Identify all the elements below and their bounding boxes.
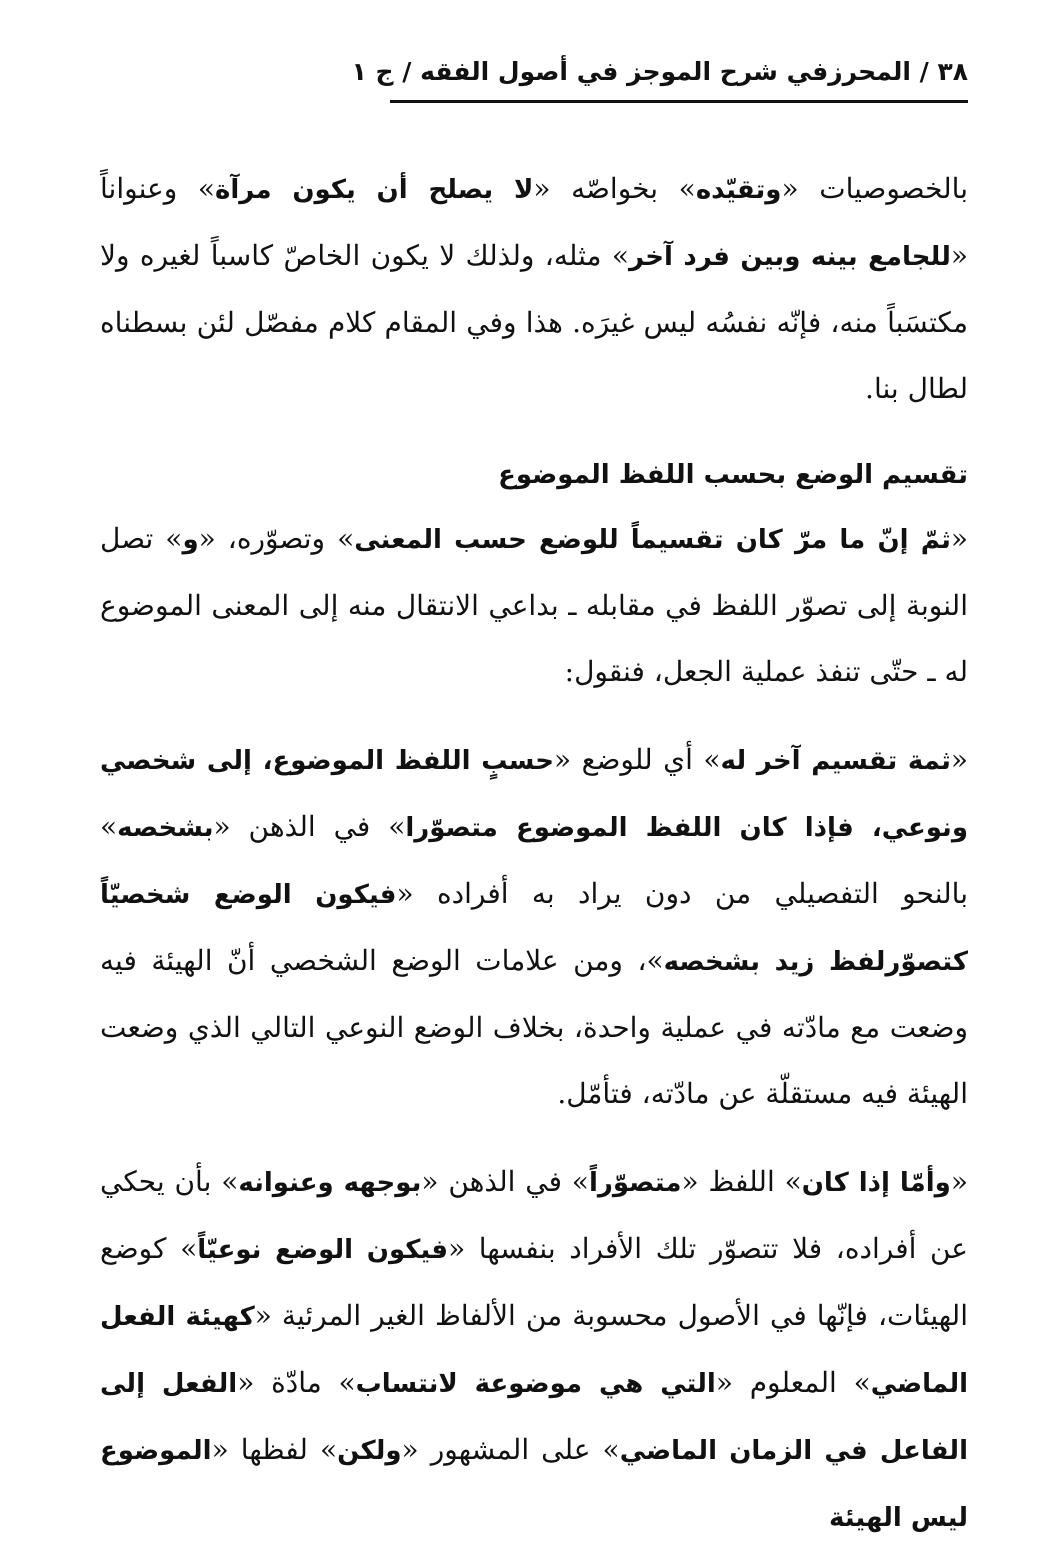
text-segment: » في الذهن « bbox=[213, 810, 406, 843]
text-segment: » تصل النوبة إلى تصوّر اللفظ في مقابله ـ بداعي الانتقال منه إلى المعنى الموضوع له ـ حتّى تنفذ عملية الجعل، فنقول: bbox=[100, 522, 968, 688]
bold-quoted-text: بشخصه bbox=[117, 813, 214, 843]
bold-quoted-text: الموضوع ليس الهيئة bbox=[100, 1436, 968, 1533]
text-segment: « bbox=[950, 743, 969, 776]
text-segment: » أي للوضع « bbox=[554, 743, 721, 776]
text-segment: » بأن يحكي عن أفراده، فلا تتصوّر تلك الأفراد بنفسها « bbox=[100, 1165, 968, 1265]
bold-quoted-text: لا يصلح أن يكون مرآة bbox=[215, 175, 534, 205]
book-page bbox=[100, 52, 968, 1542]
bold-quoted-text: و bbox=[182, 525, 199, 555]
header-rule bbox=[390, 100, 968, 103]
section-paragraphs bbox=[100, 506, 968, 1551]
bold-quoted-text: وتقيّده bbox=[695, 175, 782, 205]
text-segment: » وعنواناً « bbox=[100, 172, 969, 272]
bold-quoted-text: الفعل إلى الفاعل في الزمان الماضي bbox=[100, 1369, 968, 1466]
text-segment: « bbox=[950, 1165, 968, 1198]
text-segment: » مادّة « bbox=[237, 1366, 356, 1399]
running-header: ٣٨ / المحرزفي شرح الموجز في أصول الفقه / ج ١ bbox=[351, 57, 968, 86]
bold-quoted-text: ولكن bbox=[337, 1436, 402, 1466]
bold-quoted-text: وأمّا إذا كان bbox=[801, 1168, 951, 1198]
bold-quoted-text: التي هي موضوعة لانتساب bbox=[355, 1369, 716, 1399]
bold-quoted-text: متصوّراً bbox=[588, 1168, 682, 1198]
bold-quoted-text: للجامع بينه وبين فرد آخر bbox=[629, 242, 951, 272]
text-segment: »، ومن علامات الوضع الشخصي أنّ الهيئة فيه وضعت مع مادّته في عملية واحدة، بخلاف الوضع النوعي التالي الذي وضعت الهيئة فيه مستقلّة عن مادّته، فتأمّل. bbox=[100, 944, 968, 1110]
bold-quoted-text: فيكون الوضع نوعيّاً bbox=[197, 1235, 449, 1265]
text-segment: » لفظها « bbox=[211, 1433, 338, 1466]
bold-quoted-text: بوجهه وعنوانه bbox=[238, 1168, 422, 1198]
text-segment: بالخصوصيات « bbox=[781, 172, 969, 205]
section-heading: تقسيم الوضع بحسب اللفظ الموضوع bbox=[498, 460, 968, 490]
page-body bbox=[100, 156, 968, 1551]
intro-paragraphs bbox=[100, 156, 968, 422]
body-paragraph bbox=[100, 506, 968, 705]
body-paragraph bbox=[100, 727, 968, 1127]
bold-quoted-text: حسبٍ اللفظ الموضوع، إلى شخصي ونوعي، فإذا كان اللفظ الموضوع متصوّرا bbox=[100, 746, 968, 843]
bold-quoted-text: كهيئة الفعل الماضي bbox=[100, 1302, 968, 1399]
text-segment: » بخواصّه « bbox=[533, 172, 696, 205]
text-segment: » في الذهن « bbox=[421, 1165, 589, 1198]
bold-quoted-text: ثمة تقسيم آخر له bbox=[720, 746, 951, 776]
bold-quoted-text: فيكون الوضع شخصيّاً كتصوّرلفظ زيد بشخصه bbox=[100, 880, 968, 977]
text-segment: » كوضع الهيئات، فإنّها في الأصول محسوبة من الألفاظ الغير المرئية « bbox=[100, 1232, 968, 1332]
text-segment: » مثله، ولذلك لا يكون الخاصّ كاسباً لغيره ولا مكتسَباً منه، فإنّه نفسُه ليس غيرَه. هذا وفي المقام كلام مفصّل لئن بسطناه لطال بنا. bbox=[100, 239, 968, 405]
text-segment: » وتصوّره، « bbox=[198, 522, 355, 555]
bold-quoted-text: ثمّ إنّ ما مرّ كان تقسيماً للوضع حسب المعنى bbox=[354, 525, 951, 555]
text-segment: » على المشهور « bbox=[401, 1433, 620, 1466]
body-paragraph bbox=[100, 156, 968, 422]
body-paragraph bbox=[100, 1149, 968, 1551]
text-segment: » بالنحو التفصيلي من دون يراد به أفراده « bbox=[100, 810, 969, 910]
text-segment: « bbox=[950, 522, 969, 555]
text-segment: » اللفظ « bbox=[681, 1165, 802, 1198]
text-segment: » المعلوم « bbox=[715, 1366, 871, 1399]
